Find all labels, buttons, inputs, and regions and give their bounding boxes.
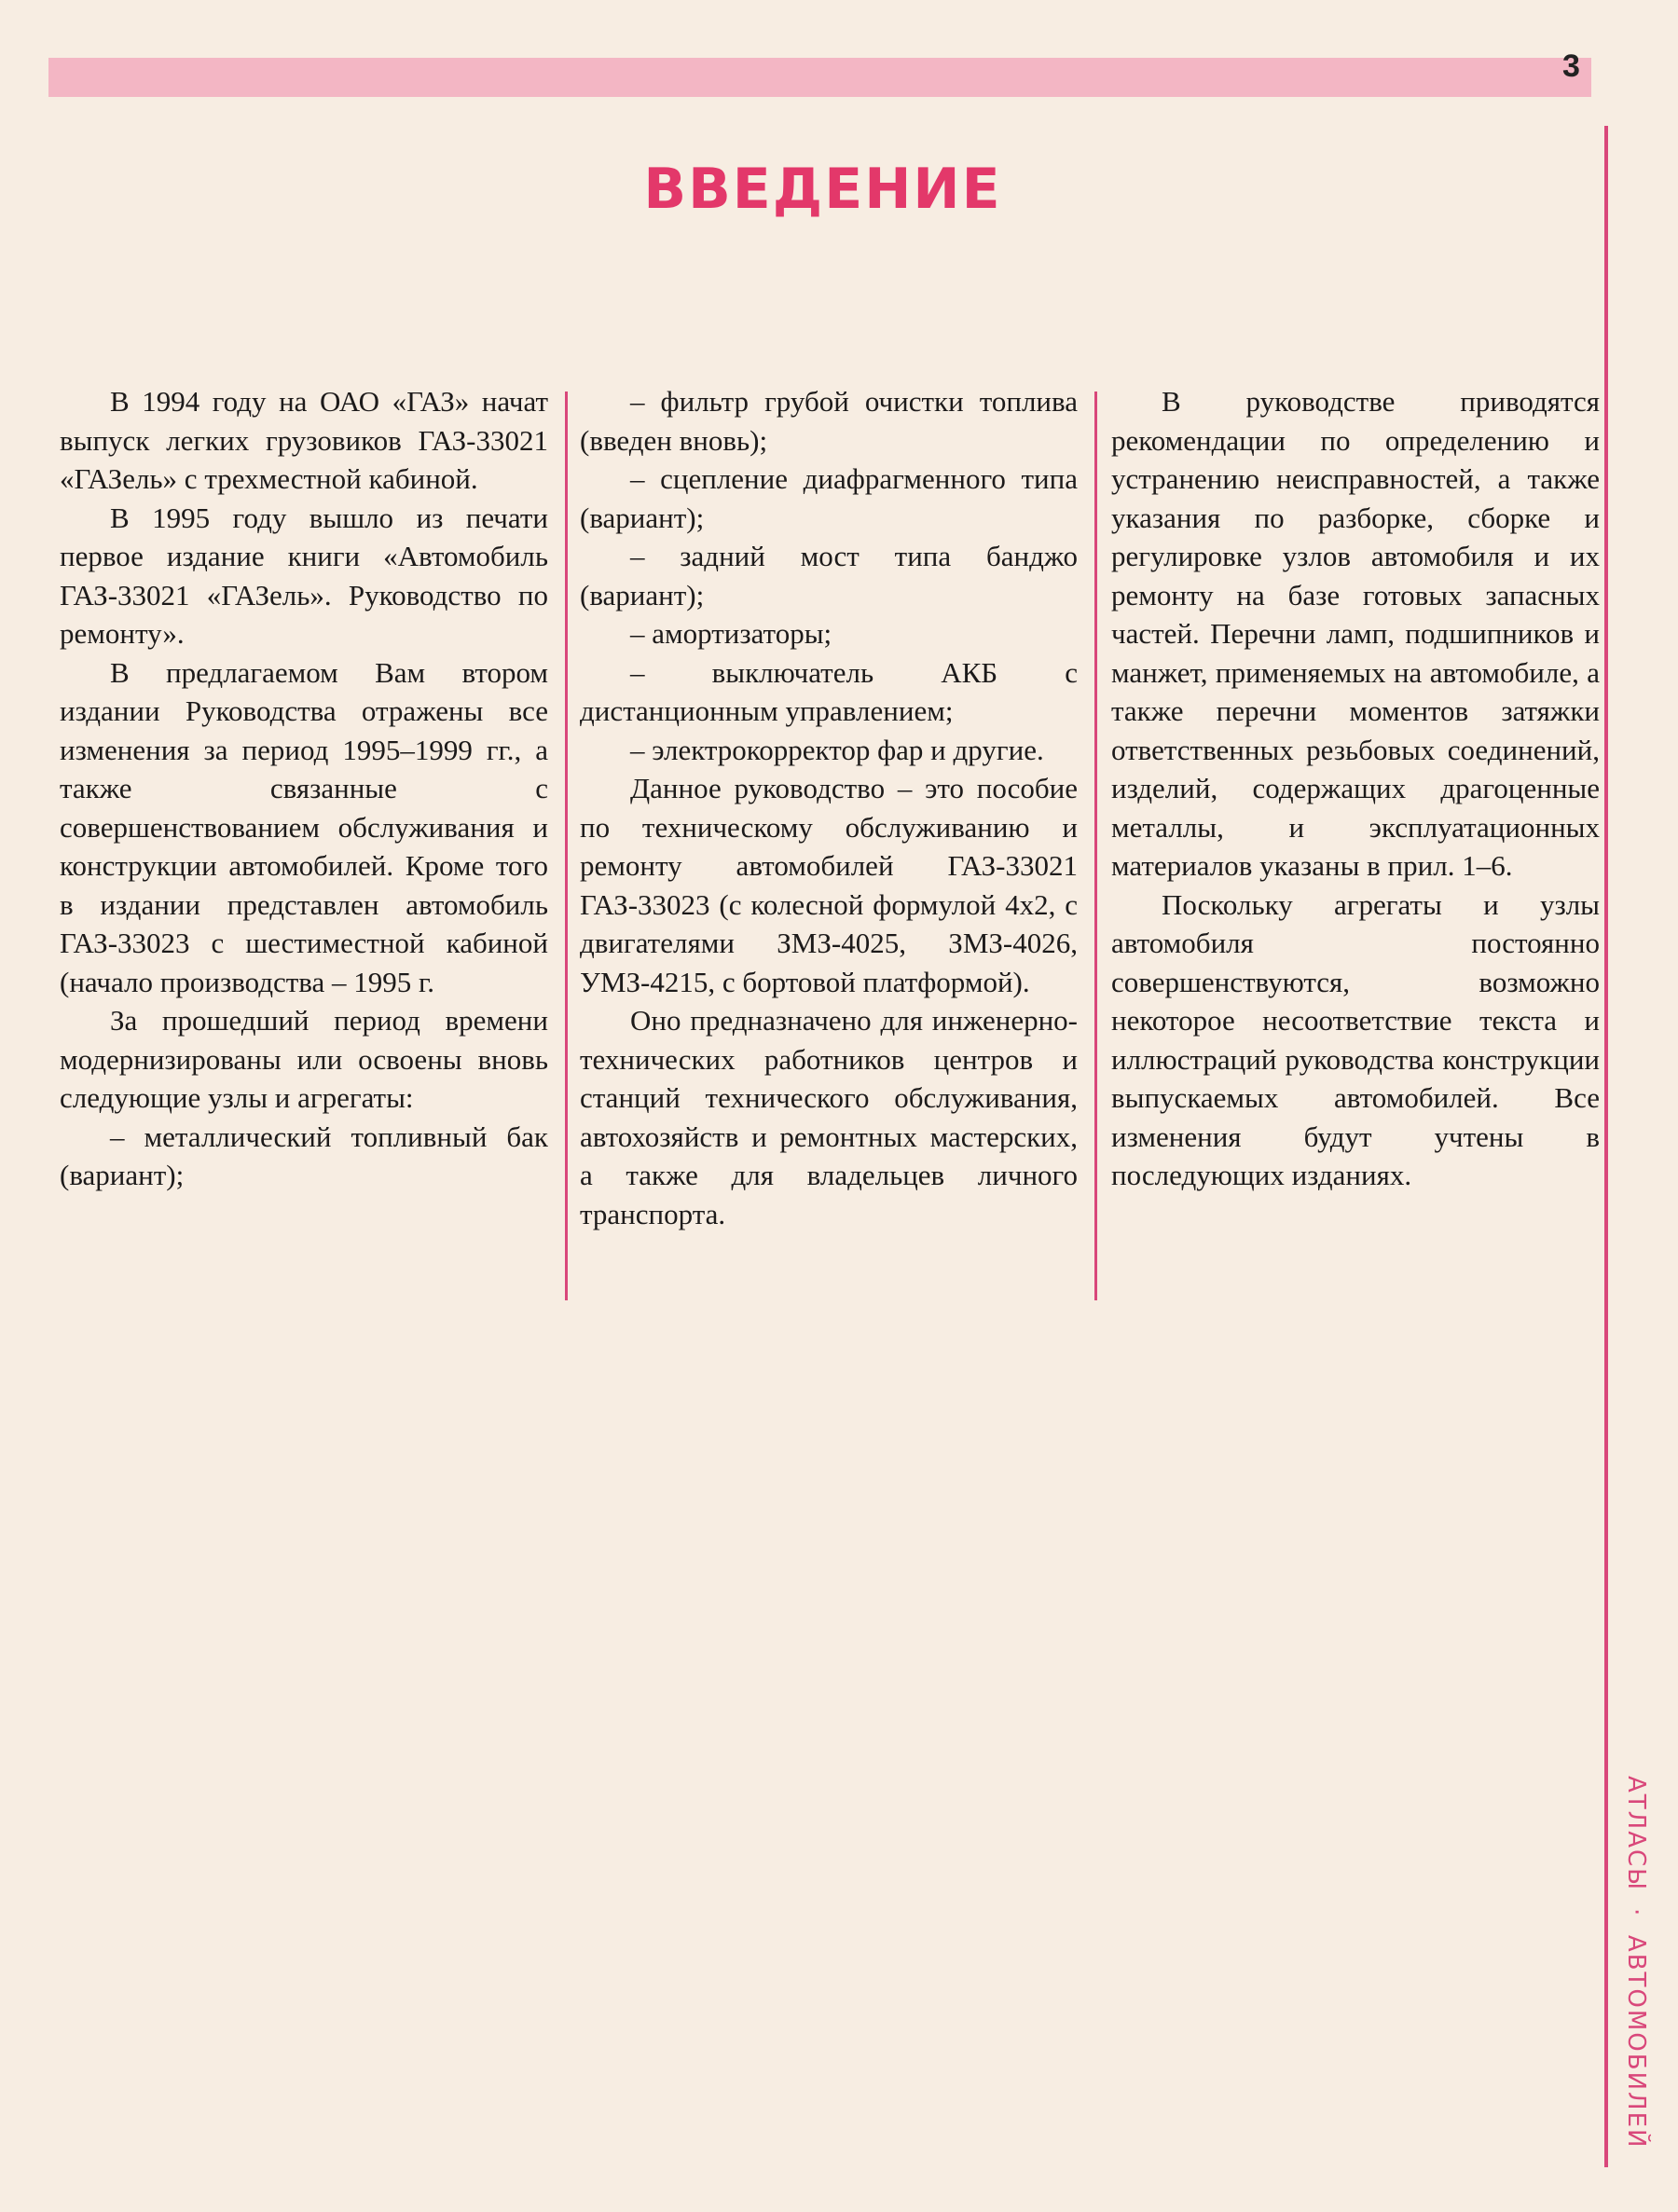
page-title: ВВЕДЕНИЕ xyxy=(643,157,1002,222)
paragraph: За прошедший период времени модернизированы или освоены вновь следующие узлы и агрегаты: xyxy=(60,1004,548,1114)
header-band xyxy=(48,58,1591,97)
list-item: – электрокорректор фар и другие. xyxy=(630,733,1044,766)
paragraph: Данное руководство – это пособие по техническому обслуживанию и ремонту автомобилей ГАЗ-33021 ГАЗ-33023 (с колесной формулой 4х2, с двигателями ЗМЗ-4025, ЗМЗ-4026, УМЗ-4215, с бортовой платформой). xyxy=(580,772,1078,998)
list-item: – выключатель АКБ с дистанционным управлением; xyxy=(580,655,1078,727)
text-column-1 xyxy=(60,382,548,1195)
list-item: – задний мост типа банджо (вариант); xyxy=(580,540,1078,611)
list-item: – металлический топливный бак (вариант); xyxy=(60,1120,548,1191)
side-series-label xyxy=(1613,1776,1650,2167)
list-item: – сцепление диафрагменного типа (вариант); xyxy=(580,462,1078,534)
side-label-part1: АТЛАСЫ xyxy=(1622,1776,1650,1892)
paragraph: В 1995 году вышло из печати первое издание книги «Автомобиль ГАЗ-33021 «ГАЗель». Руководство по ремонту». xyxy=(60,501,548,650)
paragraph: Оно предназначено для инженерно-технических работников центров и станций технического обслуживания, автохозяйств и ремонтных мастерских, а также для владельцев личного транспорта. xyxy=(580,1004,1078,1230)
text-column-2 xyxy=(580,382,1078,1233)
right-margin-rule xyxy=(1604,126,1608,2167)
list-item: – амортизаторы; xyxy=(630,617,832,650)
list-item: – фильтр грубой очистки топлива (введен вновь); xyxy=(580,385,1078,457)
side-label-separator: · xyxy=(1622,1908,1650,1918)
page-number: 3 xyxy=(1562,48,1580,84)
paragraph: Поскольку агрегаты и узлы автомобиля постоянно совершенствуются, возможно некоторое несоответствие текста и иллюстраций руководства конструкции выпускаемых автомобилей. Все изменения будут учтены в последующих изданиях. xyxy=(1111,887,1600,1191)
text-column-3 xyxy=(1111,382,1600,1195)
column-divider xyxy=(1094,392,1097,1300)
column-divider xyxy=(565,392,568,1300)
paragraph: В руководстве приводятся рекомендации по определению и устранению неисправностей, а также указания по разборке, сборке и регулировке узлов автомобиля и их ремонту на базе готовых запасных частей. Перечни ламп, подшипников и манжет, применяемых на автомобиле, а также перечни моментов затяжки ответственных резьбовых соединений, изделий, содержащих драгоценные металлы, и эксплуатационных материалов указаны в прил. 1–6. xyxy=(1111,385,1600,882)
paragraph: В предлагаемом Вам втором издании Руководства отражены все изменения за период 1995–1999 гг., а также связанные с совершенствованием обслуживания и конструкции автомобилей. Кроме того в издании представлен автомобиль ГАЗ-33023 с шестиместной кабиной (начало производства – 1995 г. xyxy=(60,655,548,998)
side-label-part2: АВТОМОБИЛЕЙ xyxy=(1622,1934,1650,2150)
paragraph: В 1994 году на ОАО «ГАЗ» начат выпуск легких грузовиков ГАЗ-33021 «ГАЗель» с трехместной кабиной. xyxy=(60,385,548,495)
